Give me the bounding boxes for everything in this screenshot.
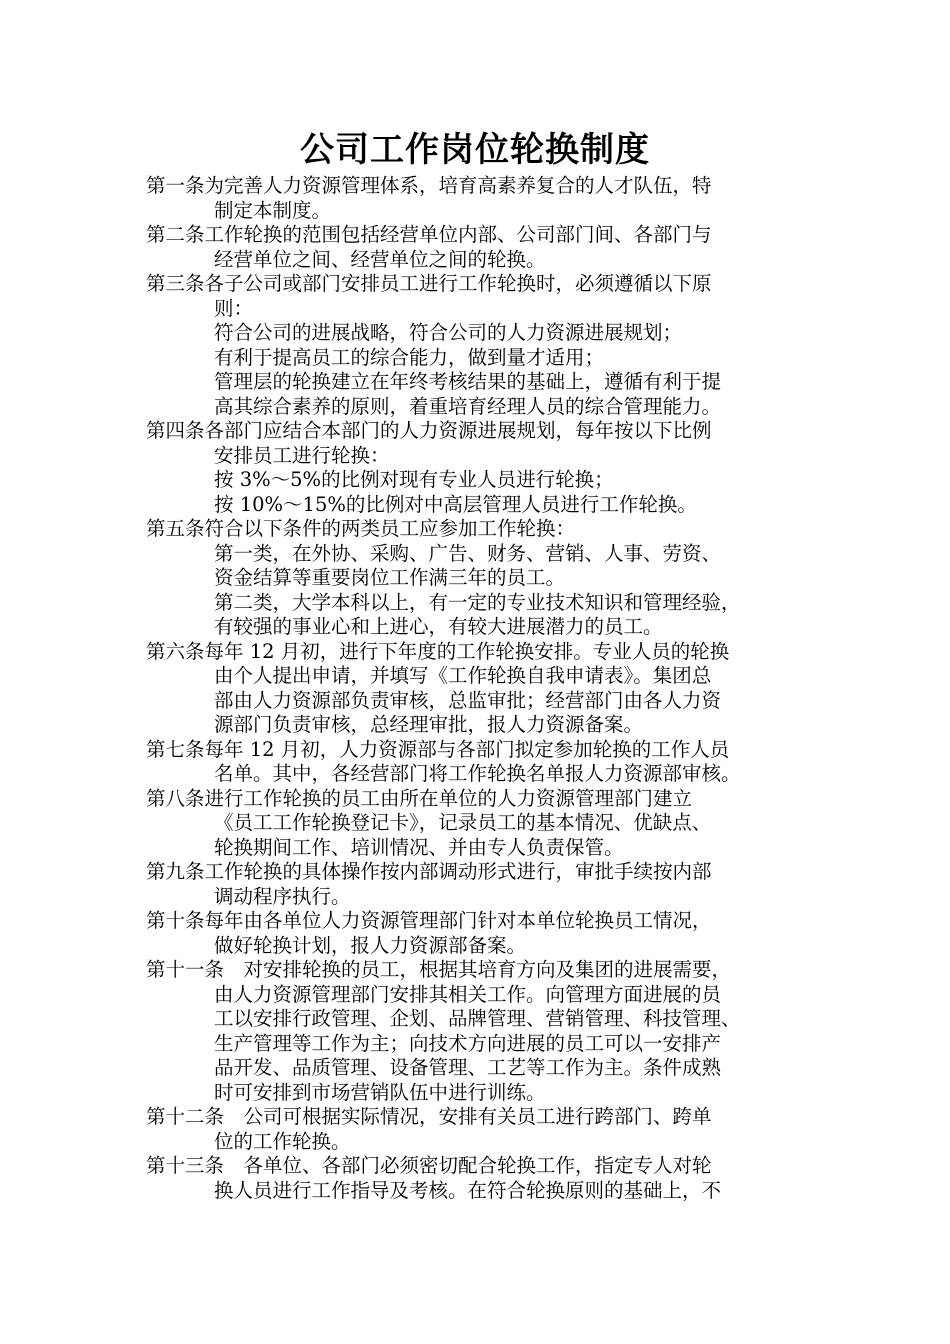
paragraph-continuation-line: 换人员进行工作指导及考核。在符合轮换原则的基础上，不 bbox=[214, 1178, 722, 1202]
article-line: 第六条每年 12 月初，进行下年度的工作轮换安排。专业人员的轮换 bbox=[146, 639, 730, 663]
paragraph-continuation-line: 由人力资源管理部门安排其相关工作。向管理方面进展的员 bbox=[214, 982, 722, 1006]
article-line: 第一条为完善人力资源管理体系，培育高素养复合的人才队伍，特 bbox=[146, 174, 712, 197]
article-line: 第三条各子公司或部门安排员工进行工作轮换时，必须遵循以下原 bbox=[146, 272, 712, 295]
paragraph-continuation-line: 有较强的事业心和上进心，有较大进展潜力的员工。 bbox=[214, 615, 663, 638]
paragraph-continuation-line: 生产管理等工作为主；向技术方向进展的员工可以一安排产 bbox=[214, 1031, 722, 1055]
paragraph-continuation-line: 工以安排行政管理、企划、品牌管理、营销管理、科技管理、 bbox=[214, 1007, 741, 1030]
paragraph-continuation-line: 制定本制度。 bbox=[214, 198, 332, 222]
paragraph-continuation-line: 源部门负责审核，总经理审批，报人力资源备案。 bbox=[214, 713, 644, 736]
article-line: 第四条各部门应结合本部门的人力资源进展规划，每年按以下比例 bbox=[146, 419, 712, 442]
paragraph-continuation-line: 部由人力资源部负责审核，总监审批；经营部门由各人力资 bbox=[214, 688, 722, 712]
paragraph-continuation-line: 时可安排到市场营销队伍中进行训练。 bbox=[214, 1080, 546, 1104]
paragraph-continuation-line: 高其综合素养的原则，着重培育经理人员的综合管理能力。 bbox=[214, 394, 722, 418]
paragraph-continuation-line: 品开发、品质管理、设备管理、工艺等工作为主。条件成熟 bbox=[214, 1056, 722, 1079]
article-line: 第九条工作轮换的具体操作按内部调动形式进行，审批手续按内部 bbox=[146, 860, 712, 883]
article-line: 第十条每年由各单位人力资源管理部门针对本单位轮换员工情况， bbox=[146, 909, 712, 932]
paragraph-continuation-line: 经营单位之间、经营单位之间的轮换。 bbox=[214, 247, 546, 271]
paragraph-continuation-line: 按 3%～5%的比例对现有专业人员进行轮换； bbox=[214, 468, 614, 491]
paragraph-continuation-line: 第一类，在外协、采购、广告、财务、营销、人事、劳资、 bbox=[214, 541, 722, 565]
paragraph-continuation-line: 按 10%～15%的比例对中高层管理人员进行工作轮换。 bbox=[214, 492, 697, 516]
paragraph-continuation-line: 名单。其中，各经营部门将工作轮换名单报人力资源部审核。 bbox=[214, 762, 741, 785]
article-line: 第五条符合以下条件的两类员工应参加工作轮换： bbox=[146, 517, 576, 540]
paragraph-continuation-line: 由个人提出申请，并填写《工作轮换自我申请表》。集团总 bbox=[214, 664, 712, 687]
document-title: 公司工作岗位轮换制度 bbox=[300, 130, 650, 170]
paragraph-continuation-line: 第二类，大学本科以上，有一定的专业技术知识和管理经验， bbox=[214, 590, 741, 614]
document-body bbox=[146, 174, 826, 1203]
paragraph-continuation-line: 调动程序执行。 bbox=[214, 884, 351, 908]
paragraph-continuation-line: 管理层的轮换建立在年终考核结果的基础上，遵循有利于提 bbox=[214, 370, 722, 393]
article-line: 第二条工作轮换的范围包括经营单位内部、公司部门间、各部门与 bbox=[146, 223, 712, 246]
article-line: 第十一条 对安排轮换的员工，根据其培育方向及集团的进展需要， bbox=[146, 958, 732, 981]
paragraph-continuation-line: 位的工作轮换。 bbox=[214, 1129, 351, 1153]
paragraph-continuation-line: 有利于提高员工的综合能力，做到量才适用； bbox=[214, 345, 605, 369]
article-line: 第七条每年 12 月初，人力资源部与各部门拟定参加轮换的工作人员 bbox=[146, 737, 730, 761]
paragraph-continuation-line: 则： bbox=[214, 296, 254, 320]
paragraph-continuation-line: 资金结算等重要岗位工作满三年的员工。 bbox=[214, 566, 566, 589]
article-line: 第十二条 公司可根据实际情况，安排有关员工进行跨部门、跨单 bbox=[146, 1105, 712, 1128]
paragraph-continuation-line: 安排员工进行轮换： bbox=[214, 443, 390, 467]
article-line: 第八条进行工作轮换的员工由所在单位的人力资源管理部门建立 bbox=[146, 786, 693, 810]
paragraph-continuation-line: 《员工工作轮换登记卡》，记录员工的基本情况、优缺点、 bbox=[214, 811, 712, 834]
article-line: 第十三条 各单位、各部门必须密切配合轮换工作，指定专人对轮 bbox=[146, 1154, 712, 1177]
paragraph-continuation-line: 做好轮换计划，报人力资源部备案。 bbox=[214, 933, 527, 957]
paragraph-continuation-line: 符合公司的进展战略，符合公司的人力资源进展规划； bbox=[214, 321, 683, 344]
paragraph-continuation-line: 轮换期间工作、培训情况、并由专人负责保管。 bbox=[214, 835, 624, 859]
